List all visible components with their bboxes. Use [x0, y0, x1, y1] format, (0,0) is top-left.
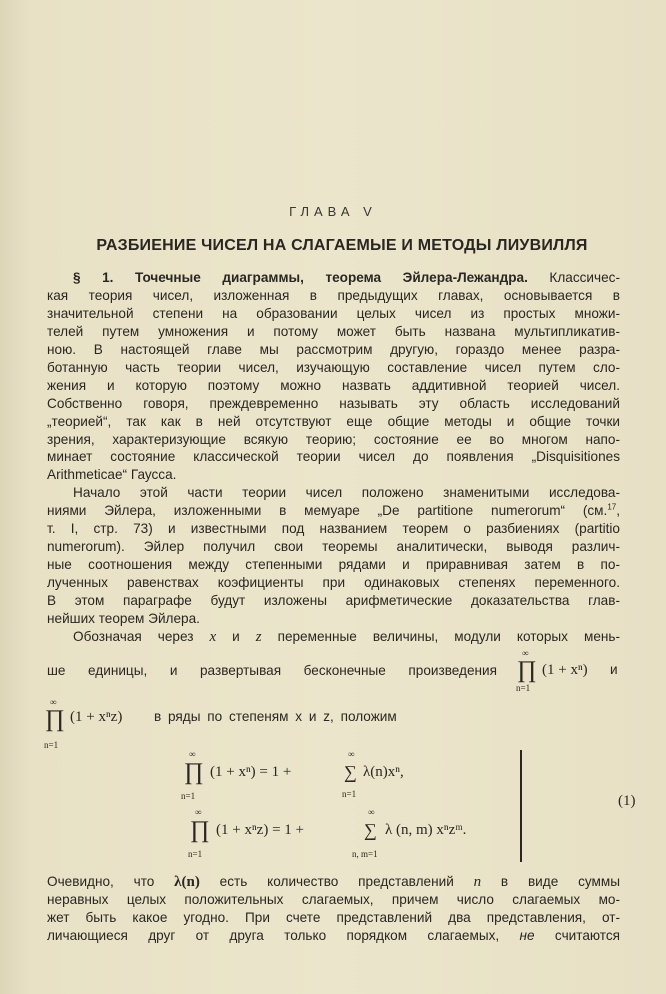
sum-upper-limit: ∞: [348, 749, 355, 759]
text-segment: ,: [616, 503, 620, 518]
text-segment: в ряды по степеням x и z, положим: [154, 709, 397, 724]
text-segment: и: [232, 629, 240, 644]
product-symbol: ∏: [184, 759, 204, 785]
text-line: „теорией“, так как в ней отсутствуют еще общие методы и общие точки: [47, 413, 620, 429]
math-expression: λ(n): [174, 874, 200, 890]
text-line: жения и которую поэтому можно назвать аддитивной теорией чисел.: [47, 377, 620, 393]
chapter-title: РАЗБИЕНИЕ ЧИСЕЛ НА СЛАГАЕМЫЕ И МЕТОДЫ ЛИУВИЛЛЯ: [96, 237, 588, 254]
text-line: В этом параграфе будут изложены арифметические доказательства глав-: [47, 592, 620, 608]
text-segment: есть количество представлений: [219, 874, 454, 889]
text-line: нейших теорем Эйлера.: [47, 610, 200, 626]
equation-brace: [520, 750, 522, 862]
product-upper-limit: ∞: [189, 749, 196, 759]
text-line: зрения, характеризующие всякую теорию; состояние ее во многом напо-: [47, 431, 620, 447]
paragraph-2: [47, 520, 620, 628]
text-line: минает состояние классической теории чисел до появления „Disquisitiones: [47, 449, 620, 465]
text-segment: Классичес-: [549, 270, 620, 285]
text-line: Arithmeticae“ Гаусса.: [47, 467, 177, 483]
text-line: т. I, стр. 73) и известными под названием теорем о разбиениях (partitio: [47, 521, 620, 536]
reference-superscript: 17: [607, 502, 617, 512]
product-lower-limit: n=1: [44, 740, 59, 750]
chapter-label: ГЛАВА V: [289, 204, 377, 219]
text-segment: в виде суммы: [500, 874, 620, 889]
equation-1-rhs: λ(n)xⁿ,: [363, 764, 404, 780]
text-segment: Обозначая через: [73, 629, 194, 644]
sum-lower-limit: n=1: [342, 789, 357, 799]
text-line: numerorum). Эйлер получил свои теоремы аналитически, выводя различ-: [47, 538, 620, 554]
sum-lower-limit: n, m=1: [352, 849, 378, 859]
equation-2-rhs: λ (n, m) xⁿzᵐ.: [385, 822, 467, 838]
sum-symbol: ∑: [364, 820, 377, 840]
section-heading: § 1. Точечные диаграммы, теорема Эйлера-Лежандра.: [73, 270, 528, 285]
text-line: [73, 628, 620, 646]
text-line: значительной степени на образовании целых чисел из простых множи-: [47, 305, 620, 321]
text-segment: ниями Эйлера, изложенными в мемуаре „De partitione numerorum“ (см.: [47, 503, 608, 518]
section-heading-line: [73, 269, 620, 287]
text-line: Собственно говоря, преждевременно называть эту область исследований: [47, 395, 620, 411]
text-segment: личающиеся друг от друга только порядком слагаемых,: [47, 928, 500, 943]
math-variable: n: [473, 874, 482, 890]
product-upper-limit: ∞: [522, 648, 529, 658]
text-segment: Очевидно, что: [47, 874, 155, 889]
math-variable: x: [209, 629, 217, 645]
text-line: [47, 502, 620, 520]
math-expression: (1 + xⁿz): [70, 709, 123, 725]
text-line: телей путем умножения и потому может быть названа мультипликатив-: [47, 323, 620, 339]
math-expression: (1 + xⁿ): [542, 662, 588, 678]
text-line: жет быть какое угодно. При счете представлений два представления, от-: [47, 910, 620, 925]
text-line: [47, 927, 620, 945]
emphasized-word: не: [519, 928, 535, 943]
product-lower-limit: n=1: [181, 791, 196, 801]
product-upper-limit: ∞: [195, 807, 202, 817]
math-variable: z: [255, 629, 262, 645]
sum-symbol: ∑: [344, 762, 357, 782]
text-line: неравных целых положительных слагаемых, причем число слагаемых мо-: [47, 892, 620, 907]
sum-upper-limit: ∞: [368, 807, 375, 817]
paragraph-1: [47, 287, 620, 484]
text-line: Начало этой части теории чисел положено знаменитыми исследова-: [73, 485, 620, 500]
text-line: ше единицы, и развертывая бесконечные произведения: [47, 663, 497, 678]
text-line: ботанную часть теории чисел, изучающую составление чисел путем сло-: [47, 359, 620, 375]
product-symbol: ∏: [517, 657, 537, 683]
text-line: кая теория чисел, изложенная в предыдущих главах, основывается в: [47, 288, 620, 303]
text-segment: переменные величины, модули которых мень-: [277, 629, 620, 644]
product-symbol: ∏: [190, 817, 210, 843]
product-lower-limit: n=1: [516, 683, 531, 693]
equation-1-lhs: (1 + xⁿ) = 1 +: [210, 764, 292, 780]
product-symbol: ∏: [45, 706, 65, 732]
text-line: ною. В настоящей главе мы рассмотрим другую, гораздо менее разра-: [47, 341, 620, 357]
product-lower-limit: n=1: [188, 849, 203, 859]
equation-2-lhs: (1 + xⁿz) = 1 +: [216, 822, 305, 838]
text-segment: и: [610, 662, 618, 677]
text-line: [47, 873, 620, 891]
equation-number: (1): [618, 793, 636, 809]
text-segment: считаются: [554, 928, 620, 943]
text-line: ные соотношения между степенными рядами и приравнивая затем в по-: [47, 556, 620, 572]
text-line: лученных равенствах коэфициенты при одинаковых степенях переменного.: [47, 574, 620, 590]
product-upper-limit: ∞: [50, 697, 57, 707]
